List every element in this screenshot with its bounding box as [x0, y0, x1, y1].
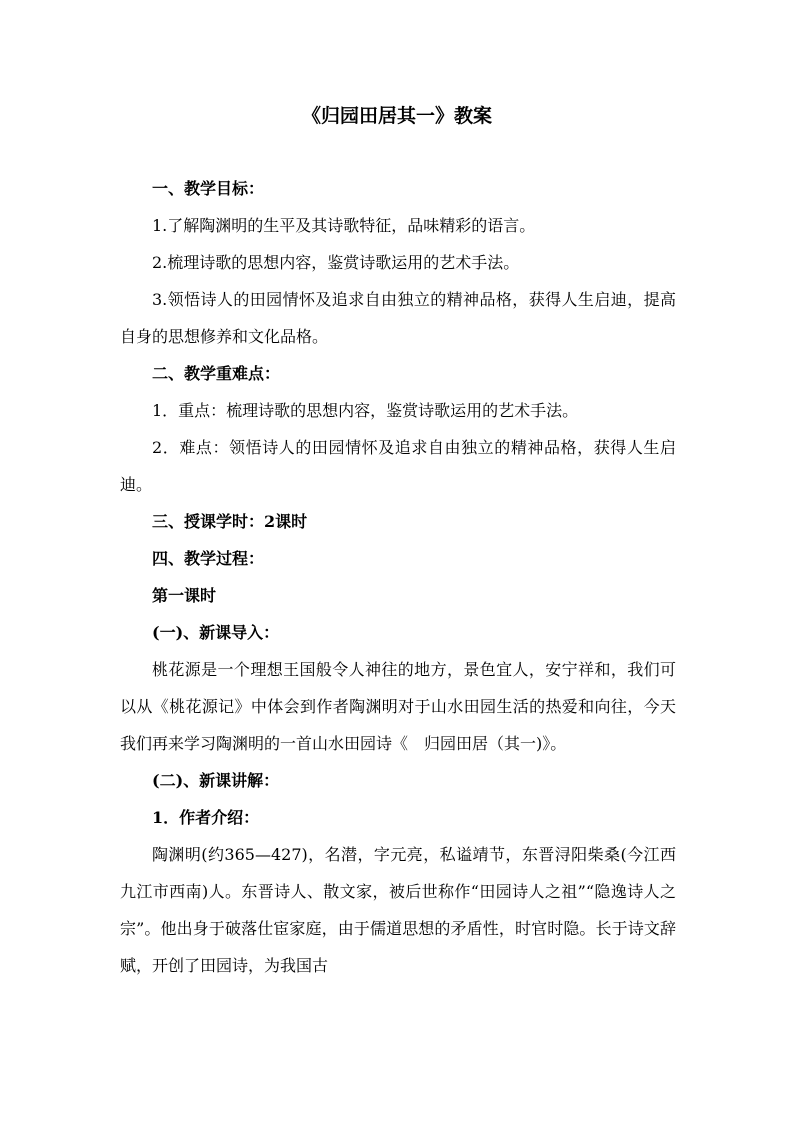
section-heading: 三、授课学时：2课时	[152, 512, 308, 531]
section-heading: 二、教学重难点：	[152, 364, 281, 383]
body-paragraph: 桃花源是一个理想王国般令人神往的地方，景色宜人，安宁祥和，我们可以从《桃花源记》中体会到作者陶渊明对于山水田园生活的热爱和向往，今天我们再来学习陶渊明的一首山水田园诗《 归园田居（其一)》。	[120, 660, 676, 753]
body-paragraph: 2．难点：领悟诗人的田园情怀及追求自由独立的精神品格，获得人生启迪。	[120, 438, 676, 494]
body-paragraph: 2.梳理诗歌的思想内容，鉴赏诗歌运用的艺术手法。	[152, 253, 520, 272]
section-heading: 1．作者介绍：	[152, 808, 260, 827]
body-paragraph: 3.领悟诗人的田园情怀及追求自由独立的精神品格，获得人生启迪，提高自身的思想修养和文化品格。	[120, 290, 676, 346]
section-heading: 四、教学过程：	[152, 549, 265, 568]
body-paragraph: 陶渊明(约365—427)，名潜，字元亮，私谥靖节，东晋浔阳柴桑(今江西九江市西南)人。东晋诗人、散文家，被后世称作“田园诗人之祖”“隐逸诗人之宗”。他出身于破落仕宦家庭，由于儒道思想的矛盾性，时官时隐。长于诗文辞赋，开创了田园诗，为我国古	[120, 845, 676, 975]
body-paragraph: 1.了解陶渊明的生平及其诗歌特征，品味精彩的语言。	[152, 216, 536, 235]
document-body	[120, 170, 676, 984]
section-heading: 第一课时	[152, 586, 217, 605]
body-paragraph: 1．重点：梳理诗歌的思想内容，鉴赏诗歌运用的艺术手法。	[152, 401, 579, 420]
section-heading: 一、教学目标：	[152, 179, 265, 198]
document-title: 《归园田居其一》教案	[301, 105, 492, 127]
section-heading: (一)、新课导入：	[152, 623, 280, 642]
section-heading: (二)、新课讲解：	[152, 771, 280, 790]
